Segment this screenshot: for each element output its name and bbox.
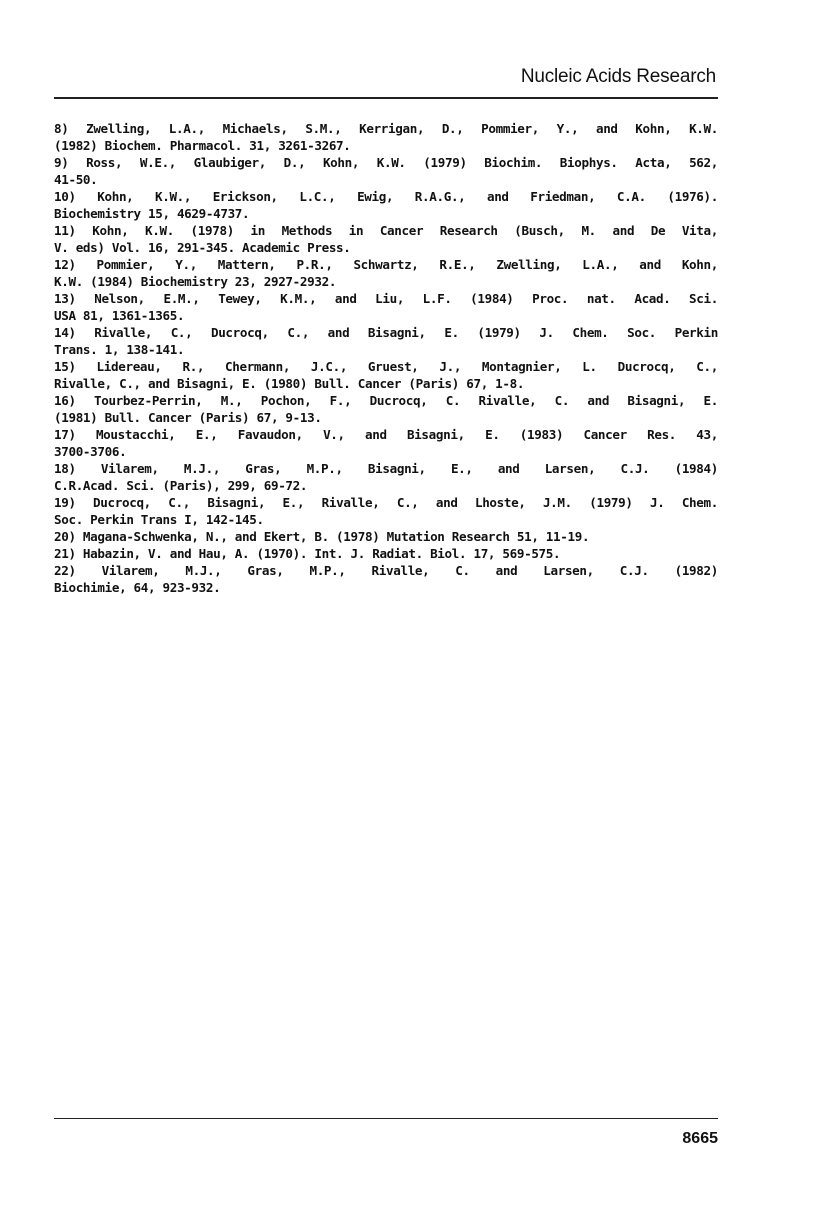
reference-line: Soc. Perkin Trans I, 142-145. bbox=[54, 512, 264, 527]
reference-item bbox=[54, 528, 718, 545]
reference-line: 10) Kohn, K.W., Erickson, L.C., Ewig, R.A.G., and Friedman, C.A. (1976). bbox=[54, 189, 718, 204]
reference-line: 21) Habazin, V. and Hau, A. (1970). Int. J. Radiat. Biol. 17, 569-575. bbox=[54, 546, 561, 561]
reference-line: USA 81, 1361-1365. bbox=[54, 308, 185, 323]
reference-line: 19) Ducrocq, C., Bisagni, E., Rivalle, C., and Lhoste, J.M. (1979) J. Chem. bbox=[54, 495, 718, 510]
reference-line: Biochimie, 64, 923-932. bbox=[54, 580, 221, 595]
reference-line: 41-50. bbox=[54, 172, 98, 187]
reference-line: Biochemistry 15, 4629-4737. bbox=[54, 206, 250, 221]
reference-line: 22) Vilarem, M.J., Gras, M.P., Rivalle, C. and Larsen, C.J. (1982) bbox=[54, 563, 718, 578]
journal-title: Nucleic Acids Research bbox=[520, 66, 716, 87]
reference-line: (1981) Bull. Cancer (Paris) 67, 9-13. bbox=[54, 410, 322, 425]
reference-item bbox=[54, 290, 718, 324]
header-rule bbox=[54, 97, 718, 99]
reference-line: 8) Zwelling, L.A., Michaels, S.M., Kerrigan, D., Pommier, Y., and Kohn, K.W. bbox=[54, 121, 718, 136]
reference-line: Trans. 1, 138-141. bbox=[54, 342, 185, 357]
page-number: 8665 bbox=[682, 1130, 718, 1147]
reference-item bbox=[54, 154, 718, 188]
reference-line: (1982) Biochem. Pharmacol. 31, 3261-3267. bbox=[54, 138, 351, 153]
reference-line: C.R.Acad. Sci. (Paris), 299, 69-72. bbox=[54, 478, 308, 493]
reference-line: 14) Rivalle, C., Ducrocq, C., and Bisagni, E. (1979) J. Chem. Soc. Perkin bbox=[54, 325, 718, 340]
reference-line: 3700-3706. bbox=[54, 444, 127, 459]
reference-line: 15) Lidereau, R., Chermann, J.C., Gruest, J., Montagnier, L. Ducrocq, C., bbox=[54, 359, 718, 374]
reference-item bbox=[54, 426, 718, 460]
reference-line: 16) Tourbez-Perrin, M., Pochon, F., Ducrocq, C. Rivalle, C. and Bisagni, E. bbox=[54, 393, 718, 408]
reference-line: 17) Moustacchi, E., Favaudon, V., and Bisagni, E. (1983) Cancer Res. 43, bbox=[54, 427, 718, 442]
reference-line: 11) Kohn, K.W. (1978) in Methods in Cancer Research (Busch, M. and De Vita, bbox=[54, 223, 718, 238]
reference-line: 20) Magana-Schwenka, N., and Ekert, B. (1978) Mutation Research 51, 11-19. bbox=[54, 529, 590, 544]
reference-item bbox=[54, 460, 718, 494]
reference-item bbox=[54, 188, 718, 222]
reference-line: Rivalle, C., and Bisagni, E. (1980) Bull. Cancer (Paris) 67, 1-8. bbox=[54, 376, 525, 391]
reference-line: 18) Vilarem, M.J., Gras, M.P., Bisagni, E., and Larsen, C.J. (1984) bbox=[54, 461, 718, 476]
reference-item bbox=[54, 358, 718, 392]
reference-line: 13) Nelson, E.M., Tewey, K.M., and Liu, L.F. (1984) Proc. nat. Acad. Sci. bbox=[54, 291, 718, 306]
reference-item bbox=[54, 562, 718, 596]
reference-line: V. eds) Vol. 16, 291-345. Academic Press. bbox=[54, 240, 351, 255]
reference-line: 9) Ross, W.E., Glaubiger, D., Kohn, K.W. (1979) Biochim. Biophys. Acta, 562, bbox=[54, 155, 718, 170]
reference-item bbox=[54, 392, 718, 426]
reference-item bbox=[54, 324, 718, 358]
reference-item bbox=[54, 545, 718, 562]
reference-list bbox=[54, 120, 718, 596]
reference-item bbox=[54, 256, 718, 290]
reference-item bbox=[54, 494, 718, 528]
reference-line: 12) Pommier, Y., Mattern, P.R., Schwartz, R.E., Zwelling, L.A., and Kohn, bbox=[54, 257, 718, 272]
reference-item bbox=[54, 222, 718, 256]
reference-item bbox=[54, 120, 718, 154]
footer-rule bbox=[54, 1118, 718, 1119]
reference-line: K.W. (1984) Biochemistry 23, 2927-2932. bbox=[54, 274, 337, 289]
